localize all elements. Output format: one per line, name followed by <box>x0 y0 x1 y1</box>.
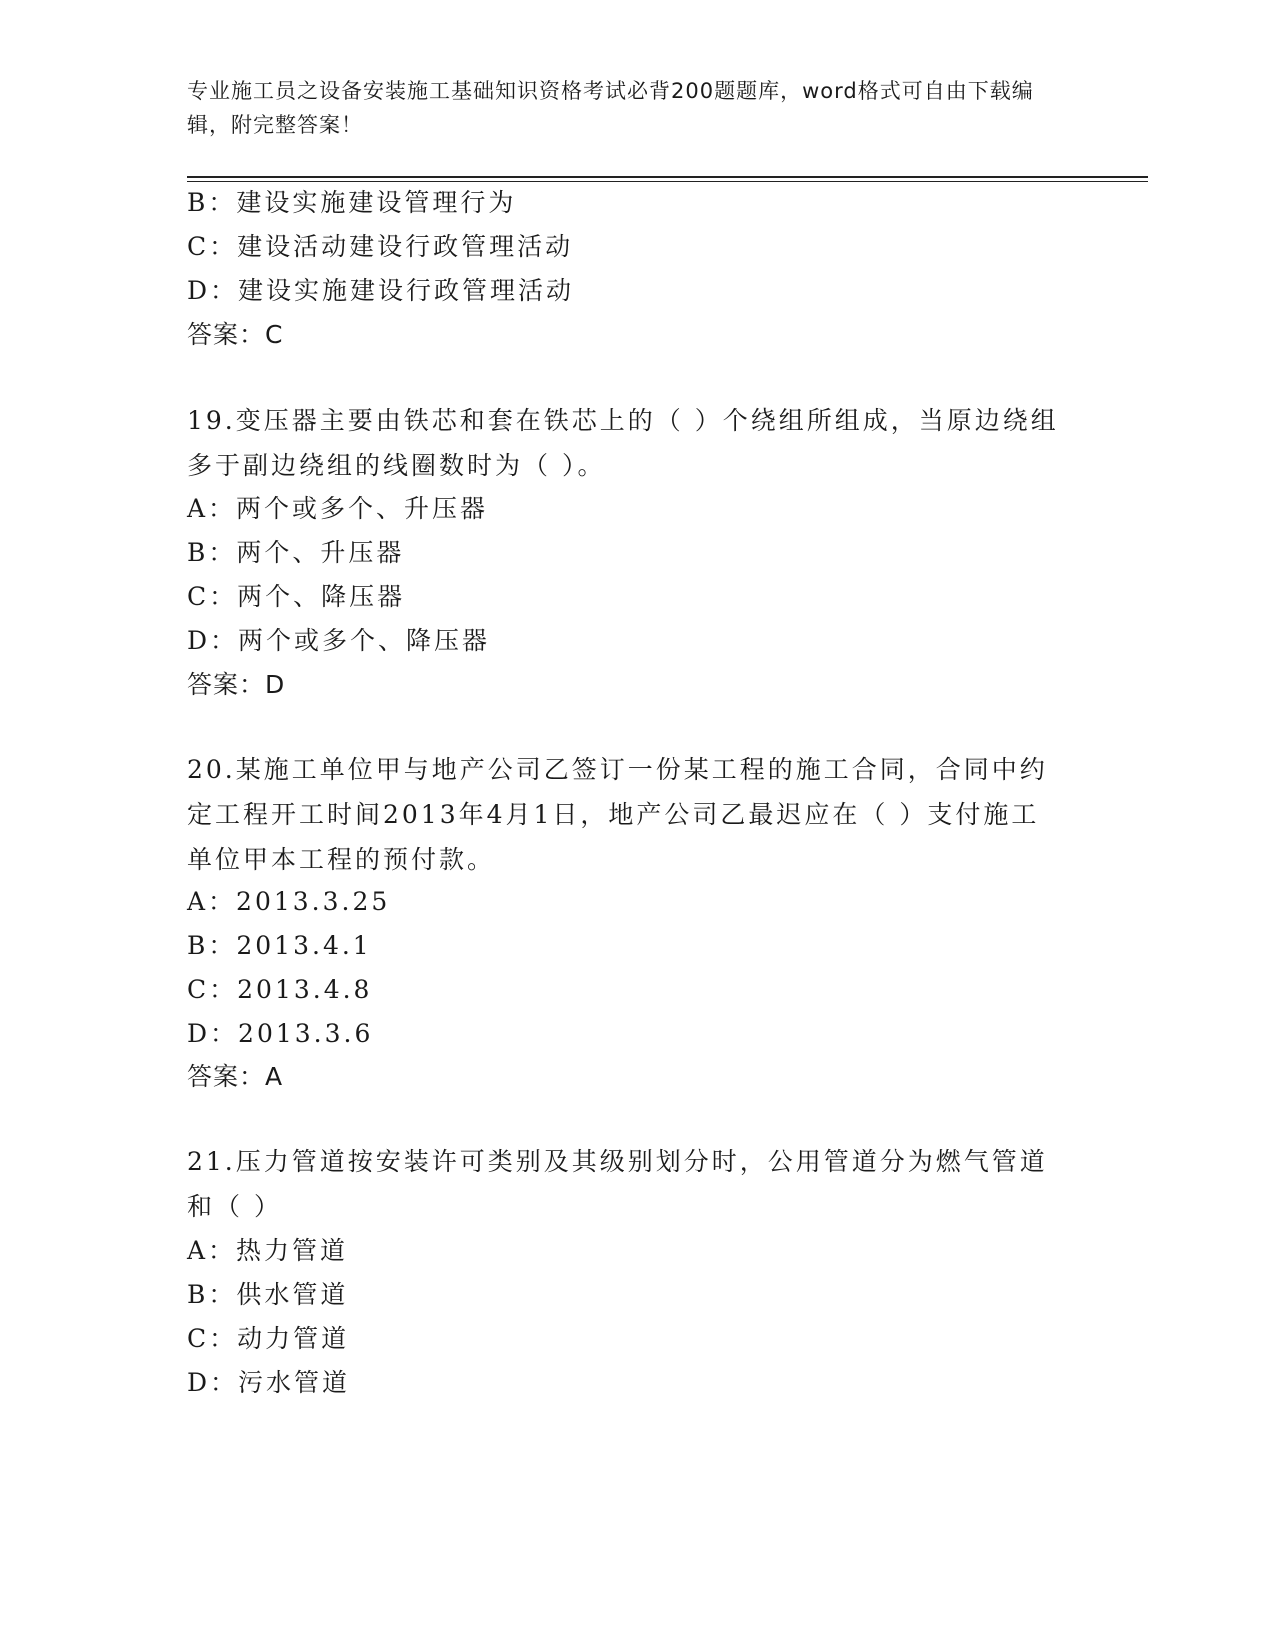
q19-option-c: C：两个、降压器 <box>187 582 406 611</box>
q21-option-d: D：污水管道 <box>187 1368 351 1397</box>
q21-option-b: B：供水管道 <box>187 1280 349 1309</box>
header-rule-thin <box>187 181 1148 182</box>
q21-option-c: C：动力管道 <box>187 1324 350 1353</box>
q19-option-a: A：两个或多个、升压器 <box>187 494 489 523</box>
q19-question: 19.变压器主要由铁芯和套在铁芯上的（ ）个绕组所组成，当原边绕组多于副边绕组的线圈数时为（ ）。 <box>187 406 1059 480</box>
q19-answer: 答案：D <box>187 670 286 699</box>
q19-option-b: B：两个、升压器 <box>187 538 405 567</box>
q18-option-b: B：建设实施建设管理行为 <box>187 188 517 217</box>
q19-option-d: D：两个或多个、降压器 <box>187 626 491 655</box>
q20-option-d: D：2013.3.6 <box>187 1019 374 1048</box>
q20-option-a: A：2013.3.25 <box>187 887 391 916</box>
q20-answer: 答案：A <box>187 1062 284 1091</box>
q18-option-d: D：建设实施建设行政管理活动 <box>187 276 575 305</box>
q21-question: 21.压力管道按安装许可类别及其级别划分时，公用管道分为燃气管道和（ ） <box>187 1147 1048 1221</box>
q18-option-c: C：建设活动建设行政管理活动 <box>187 232 574 261</box>
header-rule-thick <box>187 176 1148 178</box>
q20-option-b: B：2013.4.1 <box>187 931 372 960</box>
q20-option-c: C：2013.4.8 <box>187 975 373 1004</box>
q21-option-a: A：热力管道 <box>187 1236 349 1265</box>
page-header: 专业施工员之设备安装施工基础知识资格考试必背200题题库，word格式可自由下载编辑，附完整答案！ <box>187 79 1034 137</box>
q18-answer: 答案：C <box>187 320 284 349</box>
q20-question: 20.某施工单位甲与地产公司乙签订一份某工程的施工合同，合同中约定工程开工时间2013年4月1日，地产公司乙最迟应在（ ）支付施工单位甲本工程的预付款。 <box>187 755 1048 874</box>
